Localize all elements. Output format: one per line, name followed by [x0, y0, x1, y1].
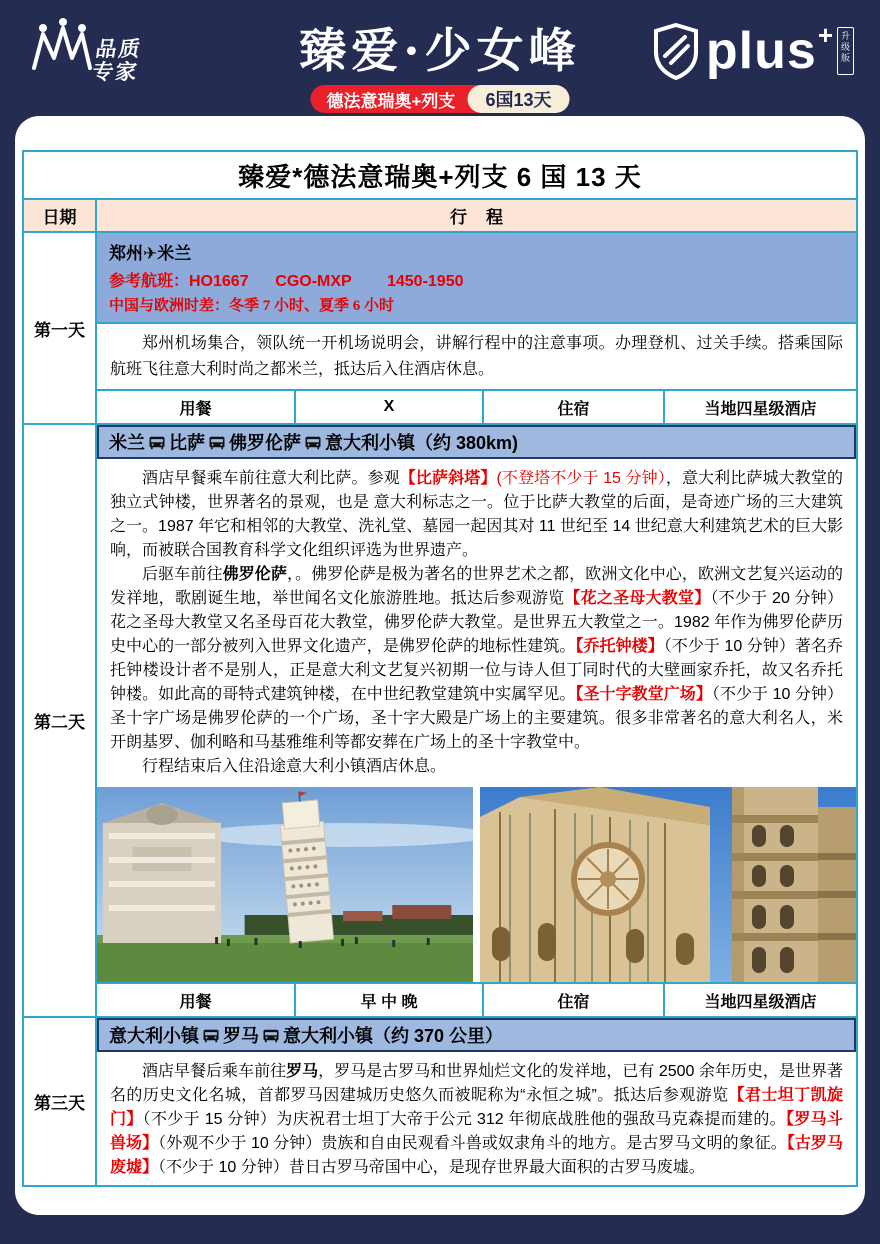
banner-title: 臻爱·少女峰	[299, 24, 581, 79]
day1-timezone-info: 中国与欧洲时差：冬季 7 小时、夏季 6 小时	[109, 298, 395, 314]
hotel-label: 住宿	[484, 984, 665, 1016]
day2-description	[97, 459, 856, 784]
bus-icon	[149, 436, 165, 450]
day3-row	[24, 1018, 856, 1185]
day1-description: 郑州机场集合，领队统一开机场说明会，讲解行程中的注意事项。办理登机、过关手续。搭乘国际航班飞往意大利时尚之都米兰，抵达后入住酒店休息。	[110, 335, 843, 378]
day3-description	[97, 1052, 856, 1185]
day1-flight-block	[97, 233, 856, 324]
itinerary-title: 臻爱*德法意瑞奥+列支 6 国 13 天	[24, 152, 856, 200]
subtitle-pill	[311, 85, 570, 113]
hotel-label: 住宿	[484, 391, 665, 423]
day3-paragraph-1: 酒店早餐后乘车前往罗马，罗马是古罗马和世界灿烂文化的发祥地，已有 2500 余年历史，是世界著名的历史文化名城，首都罗马因建城历史悠久而被昵称为“永恒之城”。抵达后参观游览【君士坦丁凯旋门】（不少于 15 分钟）为庆祝君士坦丁大帝于公元 312 年彻底战胜他的强敌马克森提而建的。【罗马斗兽场】（外观不少于 10 分钟）贵族和自由民观看斗兽或奴隶角斗的地方。是古罗马文明的象征。【古罗马废墟】（不少于 10 分钟）昔日古罗马帝国中心，是现存世界最大面积的古罗马废墟。	[110, 1063, 843, 1176]
day1-route-title: 郑州✈米兰	[109, 244, 192, 263]
logo-text-line2: 专家	[90, 61, 140, 84]
pisa-tower-illustration	[97, 787, 473, 982]
day3-label: 第三天	[24, 1018, 97, 1185]
day1-hotel-value: 当地四星级酒店	[704, 400, 817, 418]
top-banner	[0, 0, 880, 116]
bus-icon	[209, 436, 225, 450]
column-header-date: 日期	[24, 200, 97, 231]
day2-paragraph-3: 行程结束后入住沿途意大利小镇酒店休息。	[142, 758, 447, 775]
day3-route-bar: 意大利小镇 罗马 意大利小镇（约 370 公里）	[97, 1018, 856, 1052]
day2-paragraph-2: 后驱车前往佛罗伦萨，。佛罗伦萨是极为著名的世界艺术之都，欧洲文化中心，欧洲文艺复兴运动的发祥地，歌剧诞生地，举世闻名文化旅游胜地。抵达后参观游览【花之圣母大教堂】（不少于 20 分钟）花之圣母大教堂又名圣母百花大教堂，佛罗伦萨大教堂。是世界五大教堂之一。1982 年作为佛罗伦萨历史中心的一部分被列入世界文化遗产，是佛罗伦萨的地标性建筑。【乔托钟楼】（不少于 10 分钟）著名乔托钟楼设计者不是别人，正是意大利文艺复兴初期一位与诗人但丁同时代的大壁画家乔托，故又名乔托钟楼。如此高的哥特式建筑钟楼，在中世纪教堂建筑中实属罕见。【圣十字教堂广场】（不少于 10 分钟）圣十字广场是佛罗伦萨的一个广场，圣十字大殿是广场上的主要建筑。很多非常著名的意大利名人，米开朗基罗、伽利略和马基雅维利等都安葬在广场上的圣十字教堂中。	[110, 566, 843, 751]
day2-route-bar: 米兰 比萨 佛罗伦萨 意大利小镇（约 380km)	[97, 425, 856, 459]
day1-flight-info: 参考航班：HO1667 CGO-MXP 1450-1950	[109, 273, 464, 290]
plus-badge	[652, 19, 854, 80]
shield-icon	[652, 22, 700, 80]
column-header-itinerary: 行 程	[450, 208, 503, 227]
bus-icon	[203, 1029, 219, 1043]
pisa-tower-photo	[97, 787, 473, 982]
logo-text-line1: 品质	[94, 38, 144, 61]
bus-icon	[263, 1029, 279, 1043]
day2-label: 第二天	[24, 425, 97, 1016]
subtitle-duration: 6国13天	[467, 85, 569, 113]
day2-paragraph-1: 酒店早餐乘车前往意大利比萨。参观【比萨斜塔】(不登塔不少于 15 分钟），意大利比萨城大教堂的独立式钟楼，世界著名的景观，也是 意大利标志之一。位于比萨大教堂的后面，是奇迹广场的三大建筑之一。1987 年它和相邻的大教堂、洗礼堂、墓园一起因其对 11 世纪至 14 世纪意大利建筑艺术的巨大影响，而被联合国教育科学文化组织评选为世界遗产。	[110, 470, 843, 559]
meal-label: 用餐	[97, 391, 296, 423]
florence-duomo-photo	[480, 787, 856, 982]
itinerary-page	[15, 116, 865, 1215]
plus-word: plus	[705, 22, 817, 80]
day2-content	[97, 425, 856, 1016]
table-header-row	[24, 200, 856, 233]
itinerary-table	[22, 150, 858, 1187]
subtitle-countries: 德法意瑞奥+列支	[326, 91, 456, 111]
day2-row	[24, 425, 856, 1018]
day2-photos	[97, 787, 856, 982]
bus-icon	[305, 436, 321, 450]
meal-label: 用餐	[97, 984, 296, 1016]
florence-duomo-illustration	[480, 787, 856, 982]
day3-content	[97, 1018, 856, 1185]
plus-sup: +	[817, 19, 833, 50]
day1-row	[24, 233, 856, 425]
day2-hotel-value: 当地四星级酒店	[704, 993, 817, 1011]
plus-upgrade-label: 升级版	[837, 27, 854, 75]
day1-meal-value: X	[296, 391, 484, 423]
day1-label: 第一天	[24, 233, 97, 423]
day2-meal-row	[97, 982, 856, 1016]
day1-content	[97, 233, 856, 423]
day1-meal-row	[97, 389, 856, 423]
day2-meal-value: 早 中 晚	[296, 984, 484, 1016]
